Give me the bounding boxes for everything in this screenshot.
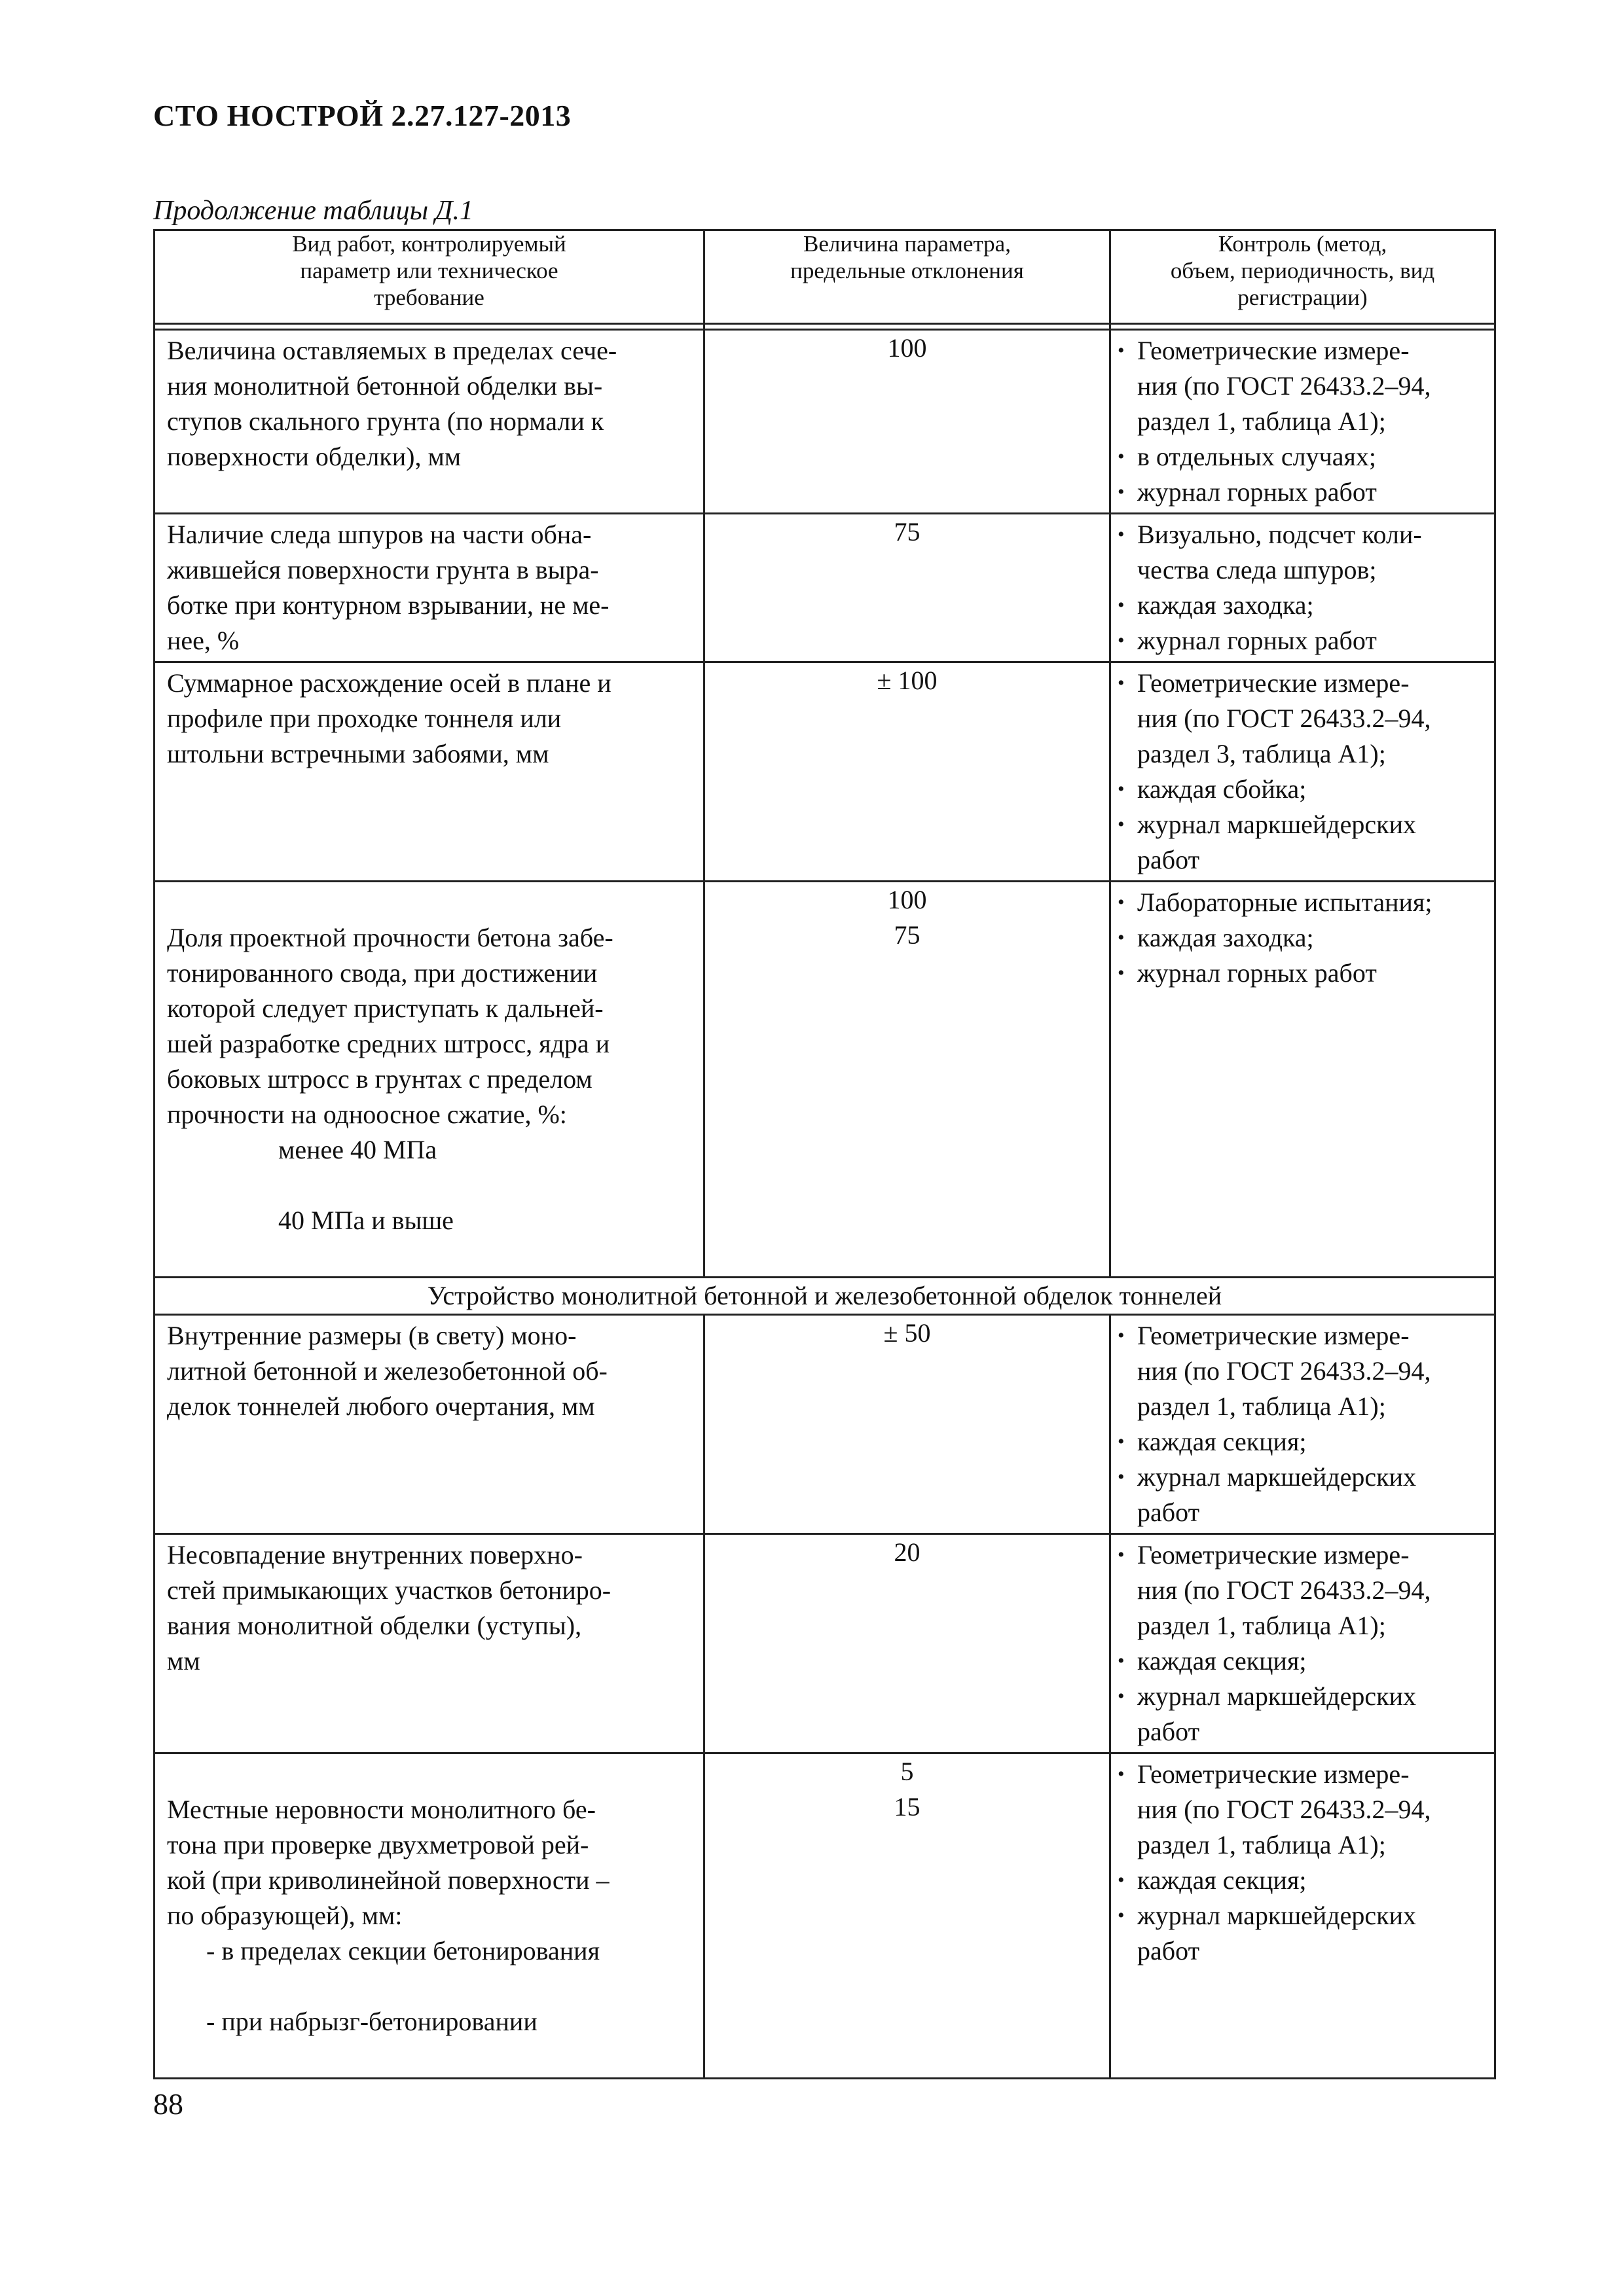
control-item: • журнал маркшейдерских работ	[1118, 1679, 1486, 1749]
control-item: • каждая сбойка;	[1118, 772, 1486, 807]
column-header-parameter: Вид работ, контролируемый параметр или техническое требование	[155, 230, 704, 324]
page-number: 88	[153, 2087, 183, 2121]
param-cell: Наличие следа шпуров на части обна- жившейся поверхности грунта в выра- ботке при контурном взрывании, не ме- нее, %	[155, 514, 704, 662]
bullet-icon: •	[1118, 1869, 1125, 1891]
bullet-icon: •	[1118, 1544, 1125, 1566]
table-row	[155, 514, 1495, 662]
requirements-table	[153, 229, 1496, 2079]
param-cell: Величина оставляемых в пределах сече- ния монолитной бетонной обделки вы- ступов скального грунта (по нормали к поверхности обделки), мм	[155, 330, 704, 514]
control-item: • в отдельных случаях;	[1118, 439, 1486, 475]
sub-item-value: 5	[900, 1757, 914, 1786]
sub-item-label: 40 МПа и выше	[278, 1206, 454, 1235]
control-list	[1111, 882, 1494, 994]
bullet-icon: •	[1118, 1905, 1125, 1926]
param-cell: Местные неровности монолитного бе- тона при проверке двухметровой рей- кой (при криволинейной поверхности – по образующей), мм: - в пределах секции бетонирования - при набрызг-бетонировании	[155, 1753, 704, 2079]
bullet-icon: •	[1118, 594, 1125, 616]
bullet-icon: •	[1118, 1650, 1125, 1672]
table-row	[155, 662, 1495, 882]
table-header-row	[155, 230, 1495, 324]
value-cell	[704, 882, 1110, 1278]
control-cell	[1110, 1534, 1495, 1753]
control-item: • каждая секция;	[1118, 1643, 1486, 1679]
control-item: • журнал горных работ	[1118, 956, 1486, 991]
control-item: • Геометрические измере- ния (по ГОСТ 26433.2–94, раздел 1, таблица А1);	[1118, 1757, 1486, 1863]
value-cell	[704, 1753, 1110, 2079]
table-row	[155, 1315, 1495, 1534]
control-item: • каждая заходка;	[1118, 588, 1486, 623]
control-list	[1111, 1316, 1494, 1533]
value-cell: ± 50	[704, 1315, 1110, 1534]
table-caption: Продолжение таблицы Д.1	[153, 196, 473, 226]
section-row	[155, 1278, 1495, 1315]
control-item: • Геометрические измере- ния (по ГОСТ 26433.2–94, раздел 1, таблица А1);	[1118, 1537, 1486, 1643]
column-header-control: Контроль (метод, объем, периодичность, вид регистрации)	[1110, 230, 1495, 324]
control-item: • журнал маркшейдерских работ	[1118, 1898, 1486, 1969]
column-header-value: Величина параметра, предельные отклонения	[704, 230, 1110, 324]
control-item: • Геометрические измере- ния (по ГОСТ 26433.2–94, раздел 1, таблица А1);	[1118, 333, 1486, 439]
control-list	[1111, 514, 1494, 661]
sub-item-value: 75	[894, 920, 921, 950]
bullet-icon: •	[1118, 672, 1125, 694]
bullet-icon: •	[1118, 1325, 1125, 1346]
header-spacer	[155, 324, 1495, 330]
control-item: • журнал горных работ	[1118, 623, 1486, 658]
control-cell	[1110, 330, 1495, 514]
control-cell	[1110, 1315, 1495, 1534]
sub-item-value: 100	[887, 885, 927, 914]
bullet-icon: •	[1118, 1685, 1125, 1707]
bullet-icon: •	[1118, 1466, 1125, 1488]
bullet-icon: •	[1118, 1763, 1125, 1785]
param-cell: Внутренние размеры (в свету) моно- литной бетонной и железобетонной об- делок тоннелей любого очертания, мм	[155, 1315, 704, 1534]
bullet-icon: •	[1118, 1431, 1125, 1452]
table-row	[155, 330, 1495, 514]
table-row	[155, 882, 1495, 1278]
bullet-icon: •	[1118, 962, 1125, 984]
control-list	[1111, 1535, 1494, 1752]
control-cell	[1110, 662, 1495, 882]
control-item: • Лабораторные испытания;	[1118, 885, 1486, 920]
value-cell: ± 100	[704, 662, 1110, 882]
control-item: • Визуально, подсчет коли- чества следа шпуров;	[1118, 517, 1486, 588]
control-item: • каждая секция;	[1118, 1863, 1486, 1898]
sub-item-label: - при набрызг-бетонировании	[206, 2007, 538, 2036]
control-item: • каждая заходка;	[1118, 920, 1486, 956]
control-item: • журнал маркшейдерских работ	[1118, 1460, 1486, 1530]
bullet-icon: •	[1118, 340, 1125, 361]
control-cell	[1110, 1753, 1495, 2079]
param-cell: Несовпадение внутренних поверхно- стей примыкающих участков бетониро- вания монолитной обделки (уступы), мм	[155, 1534, 704, 1753]
value-cell: 100	[704, 330, 1110, 514]
control-cell	[1110, 514, 1495, 662]
value-cell: 20	[704, 1534, 1110, 1753]
control-item: • Геометрические измере- ния (по ГОСТ 26433.2–94, раздел 1, таблица А1);	[1118, 1318, 1486, 1424]
table-row	[155, 1534, 1495, 1753]
sub-item-label: менее 40 МПа	[278, 1135, 437, 1164]
sub-item-label: - в пределах секции бетонирования	[206, 1936, 600, 1965]
section-title: Устройство монолитной бетонной и железобетонной обделок тоннелей	[155, 1278, 1495, 1315]
bullet-icon: •	[1118, 446, 1125, 467]
param-cell: Доля проектной прочности бетона забе- тонированного свода, при достижении которой следует приступать к дальней- шей разработке средних штросс, ядра и боковых штросс в грунтах с пределом прочности на одноосное сжатие, %: менее 40 МПа 40 МПа и выше	[155, 882, 704, 1278]
control-list	[1111, 1754, 1494, 1971]
bullet-icon: •	[1118, 524, 1125, 545]
control-item: • журнал маркшейдерских работ	[1118, 807, 1486, 878]
sub-item-value: 15	[894, 1792, 921, 1821]
bullet-icon: •	[1118, 481, 1125, 503]
bullet-icon: •	[1118, 814, 1125, 835]
bullet-icon: •	[1118, 891, 1125, 913]
bullet-icon: •	[1118, 927, 1125, 948]
control-cell	[1110, 882, 1495, 1278]
value-cell: 75	[704, 514, 1110, 662]
control-list	[1111, 663, 1494, 880]
param-cell: Суммарное расхождение осей в плане и профиле при проходке тоннеля или штольни встречными забоями, мм	[155, 662, 704, 882]
control-item: • каждая секция;	[1118, 1424, 1486, 1460]
bullet-icon: •	[1118, 778, 1125, 800]
control-item: • журнал горных работ	[1118, 475, 1486, 510]
document-title: СТО НОСТРОЙ 2.27.127-2013	[153, 99, 572, 132]
table-row	[155, 1753, 1495, 2079]
control-item: • Геометрические измере- ния (по ГОСТ 26433.2–94, раздел 3, таблица А1);	[1118, 666, 1486, 772]
bullet-icon: •	[1118, 630, 1125, 651]
control-list	[1111, 331, 1494, 512]
